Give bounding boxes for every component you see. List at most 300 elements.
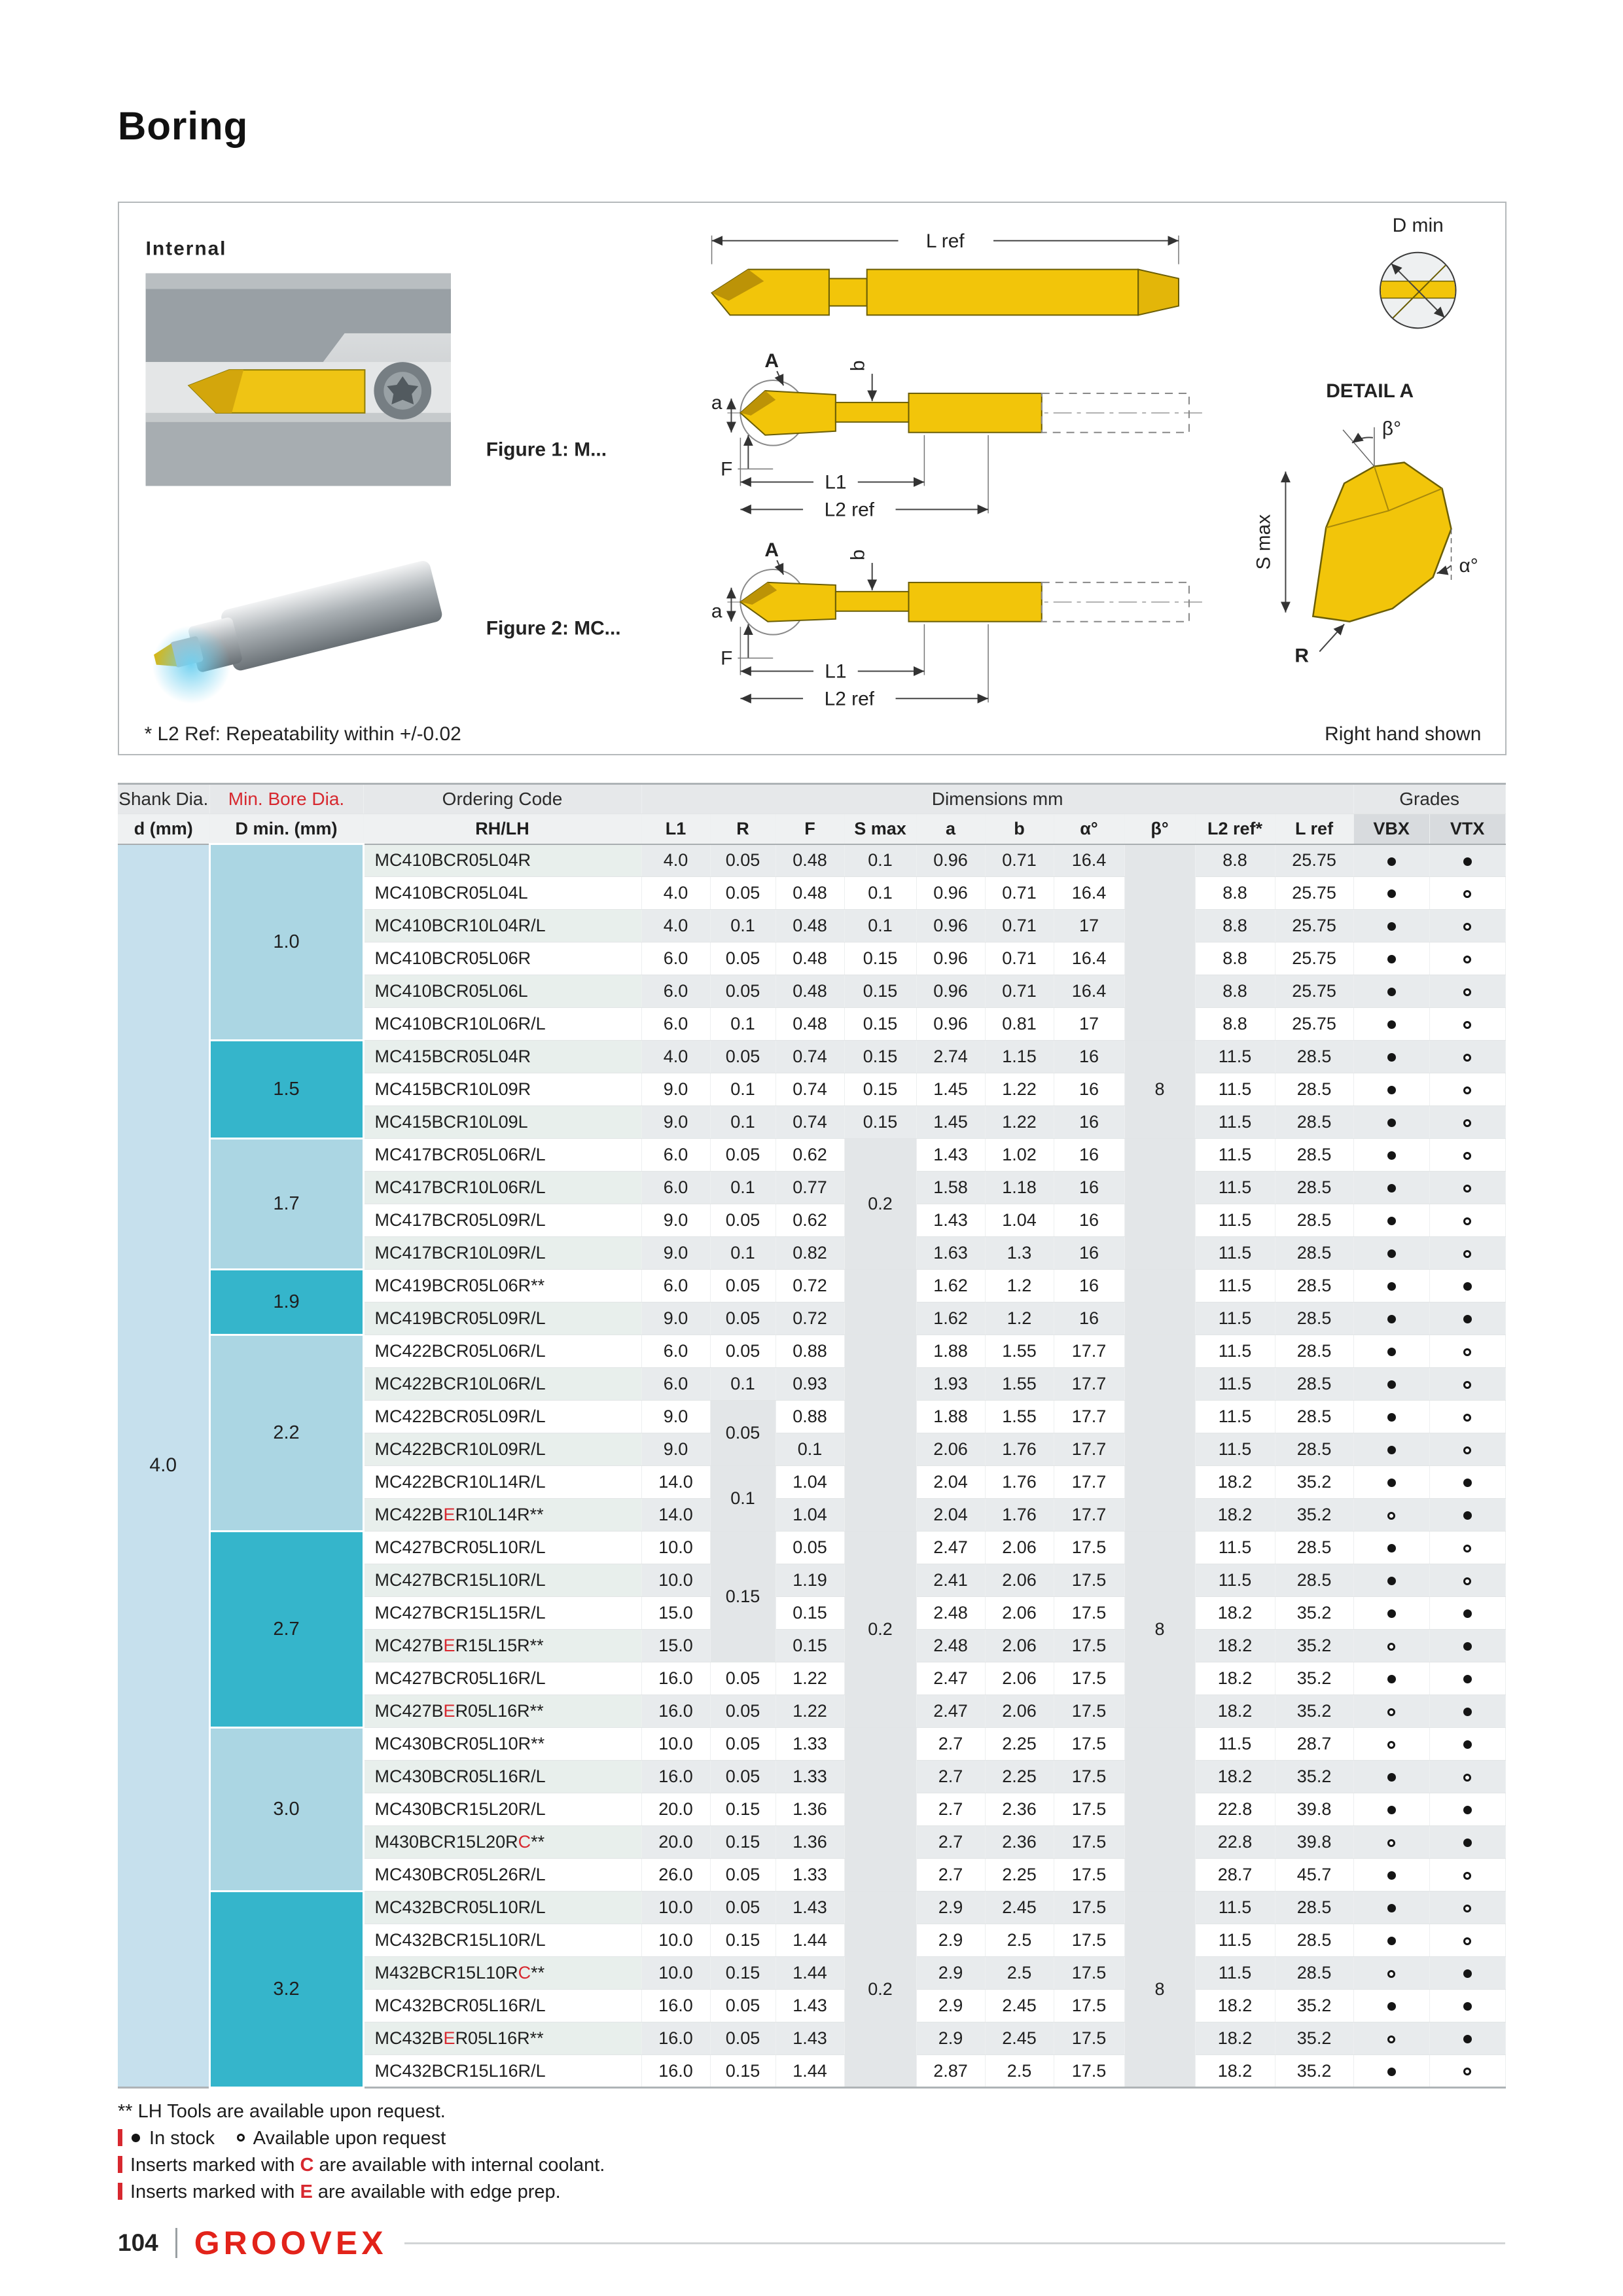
- ordering-code-cell: [363, 1008, 641, 1041]
- in-stock-dot: [1463, 857, 1472, 866]
- ordering-code-cell: [363, 877, 641, 910]
- b-cell: 0.71: [985, 975, 1054, 1008]
- a-cell: 2.9: [916, 1892, 985, 1924]
- l2ref-cell: 8.8: [1195, 844, 1275, 877]
- a-cell: 0.96: [916, 1008, 985, 1041]
- vtx-cell: [1429, 1433, 1505, 1466]
- l2ref-cell: 18.2: [1195, 1499, 1275, 1532]
- vbx-cell: [1353, 1172, 1429, 1204]
- l1-cell: 10.0: [641, 1564, 710, 1597]
- ordering-code-cell: [363, 2022, 641, 2055]
- vbx-cell: [1353, 844, 1429, 877]
- b-cell: 2.45: [985, 2022, 1054, 2055]
- code-text: MC432B: [374, 2028, 444, 2048]
- f-cell: 0.48: [776, 942, 844, 975]
- l1-cell: 6.0: [641, 1172, 710, 1204]
- header-row-main: [118, 784, 1505, 814]
- on-request-dot: [1387, 1512, 1395, 1520]
- ordering-code-cell: [363, 1139, 641, 1172]
- b-cell: 2.06: [985, 1630, 1054, 1662]
- internal-boring-diagram: [119, 203, 1505, 754]
- vtx-cell: [1429, 2055, 1505, 2088]
- code-text: M432BCR15L10R: [374, 1963, 518, 1982]
- header-ordering-code: Ordering Code: [363, 784, 641, 814]
- in-stock-dot: [1463, 1315, 1472, 1323]
- f-cell: 0.72: [776, 1270, 844, 1302]
- note-text: Available upon request: [249, 2128, 446, 2149]
- f-cell: 0.1: [776, 1433, 844, 1466]
- r-cell: 0.05: [710, 2022, 776, 2055]
- in-stock-dot: [1387, 955, 1396, 963]
- legend-open-dot: [237, 2134, 245, 2142]
- l2ref-cell: 18.2: [1195, 1597, 1275, 1630]
- code-text: MC422BCR10L06R/L: [374, 1374, 546, 1393]
- on-request-dot: [1387, 1741, 1395, 1749]
- code-text: MC422BCR05L06R/L: [374, 1341, 546, 1361]
- vbx-cell: [1353, 1401, 1429, 1433]
- l2ref-cell: 11.5: [1195, 1892, 1275, 1924]
- beta-cell-merged: [1124, 844, 1195, 1041]
- alpha-cell: 16.4: [1054, 942, 1124, 975]
- table-row: [118, 1041, 1505, 1073]
- in-stock-dot: [1463, 1969, 1472, 1978]
- f-cell: 1.44: [776, 1924, 844, 1957]
- alpha-cell: 17.5: [1054, 1924, 1124, 1957]
- table-row: [118, 844, 1505, 877]
- l2ref-cell: 8.8: [1195, 975, 1275, 1008]
- note-marker-bar: [118, 2129, 122, 2146]
- vbx-cell: [1353, 1368, 1429, 1401]
- f-cell: 0.48: [776, 975, 844, 1008]
- vtx-cell: [1429, 1041, 1505, 1073]
- ordering-code-cell: [363, 1695, 641, 1728]
- lref-cell: 25.75: [1275, 877, 1353, 910]
- f-cell: 0.74: [776, 1041, 844, 1073]
- vbx-cell: [1353, 1793, 1429, 1826]
- legend-filled-dot: [132, 2134, 140, 2142]
- note-marker-bar: [118, 2156, 122, 2173]
- f-cell: 0.74: [776, 1073, 844, 1106]
- ordering-code-cell: [363, 1924, 641, 1957]
- code-red-char: E: [443, 1505, 455, 1524]
- f-cell: 1.43: [776, 1892, 844, 1924]
- in-stock-dot: [1387, 1904, 1396, 1912]
- l1-cell: 6.0: [641, 942, 710, 975]
- ordering-code-cell: [363, 1302, 641, 1335]
- lref-cell: 35.2: [1275, 1630, 1353, 1662]
- ordering-code-cell: [363, 1564, 641, 1597]
- header-dim-: α°: [1054, 814, 1124, 844]
- b-cell: 0.71: [985, 877, 1054, 910]
- b-cell: 2.06: [985, 1532, 1054, 1564]
- alpha-cell: 16.4: [1054, 844, 1124, 877]
- beta-cell-merged: 8: [1124, 1041, 1195, 1139]
- figure2-drawing: [711, 539, 1204, 709]
- alpha-cell: 17.5: [1054, 1957, 1124, 1990]
- f-cell: 1.33: [776, 1859, 844, 1892]
- header-dim-b: b: [985, 814, 1054, 844]
- vtx-cell: [1429, 1597, 1505, 1630]
- code-text: MC415BCR10L09R: [374, 1079, 531, 1099]
- vbx-cell: [1353, 1532, 1429, 1564]
- on-request-dot: [1463, 1348, 1471, 1356]
- on-request-dot: [1463, 1119, 1471, 1127]
- l2ref-dim-label: L2 ref: [824, 688, 875, 710]
- b-cell: 1.04: [985, 1204, 1054, 1237]
- l1-cell: 10.0: [641, 1924, 710, 1957]
- l2ref-cell: 11.5: [1195, 1237, 1275, 1270]
- smax-cell-merged: [844, 1335, 916, 1532]
- in-stock-dot: [1387, 1348, 1396, 1356]
- header-d-mm: d (mm): [118, 814, 209, 844]
- vbx-cell: [1353, 1041, 1429, 1073]
- l1-cell: 4.0: [641, 910, 710, 942]
- b-cell: 1.55: [985, 1368, 1054, 1401]
- code-text: R15L15R**: [455, 1636, 544, 1655]
- l1-cell: 9.0: [641, 1237, 710, 1270]
- l2ref-cell: 18.2: [1195, 2022, 1275, 2055]
- a-cell: 2.7: [916, 1761, 985, 1793]
- alpha-cell: 17.7: [1054, 1401, 1124, 1433]
- a-cell: 2.9: [916, 1924, 985, 1957]
- b-cell: 1.76: [985, 1433, 1054, 1466]
- code-text: MC415BCR05L04R: [374, 1047, 531, 1066]
- in-stock-dot: [1387, 2068, 1396, 2076]
- lref-cell: 28.5: [1275, 1924, 1353, 1957]
- vbx-cell: [1353, 1433, 1429, 1466]
- r-cell: 0.05: [710, 1335, 776, 1368]
- in-stock-dot: [1387, 1119, 1396, 1127]
- l1-cell: 4.0: [641, 1041, 710, 1073]
- b-cell: 1.2: [985, 1270, 1054, 1302]
- lref-cell: 28.5: [1275, 1401, 1353, 1433]
- ordering-code-cell: [363, 975, 641, 1008]
- b-cell: 0.71: [985, 910, 1054, 942]
- r-cell: 0.05: [710, 1990, 776, 2022]
- ordering-code-cell: [363, 1368, 641, 1401]
- vbx-cell: [1353, 1761, 1429, 1793]
- l1-cell: 9.0: [641, 1204, 710, 1237]
- r-cell: 0.1: [710, 1073, 776, 1106]
- on-request-dot: [1463, 1872, 1471, 1880]
- vbx-cell: [1353, 975, 1429, 1008]
- r-cell: 0.05: [710, 1041, 776, 1073]
- r-cell: 0.05: [710, 1728, 776, 1761]
- in-stock-dot: [1387, 889, 1396, 898]
- vtx-cell: [1429, 1695, 1505, 1728]
- code-text: MC422BCR05L09R/L: [374, 1407, 546, 1426]
- alpha-cell: 16: [1054, 1237, 1124, 1270]
- vtx-cell: [1429, 1008, 1505, 1041]
- a-cell: 1.43: [916, 1204, 985, 1237]
- lref-cell: 28.7: [1275, 1728, 1353, 1761]
- code-text: R05L16R**: [455, 1701, 544, 1721]
- min-bore-cell: 2.7: [209, 1532, 363, 1728]
- l2ref-cell: 18.2: [1195, 1466, 1275, 1499]
- ordering-code-cell: [363, 1957, 641, 1990]
- b-dim-label: b: [847, 360, 869, 372]
- header-min-bore-dia: Min. Bore Dia.: [209, 784, 363, 814]
- b-cell: 0.71: [985, 942, 1054, 975]
- in-stock-dot: [1387, 1479, 1396, 1487]
- header-dim-l1: L1: [641, 814, 710, 844]
- f-cell: 0.05: [776, 1532, 844, 1564]
- smax-cell-merged: [844, 1270, 916, 1335]
- shank-dia-cell: 4.0: [118, 844, 209, 2088]
- a-cell: 1.63: [916, 1237, 985, 1270]
- b-cell: 2.5: [985, 1924, 1054, 1957]
- l2ref-cell: 11.5: [1195, 1532, 1275, 1564]
- alpha-cell: 17.5: [1054, 1662, 1124, 1695]
- min-bore-cell: 1.0: [209, 844, 363, 1041]
- a-cell: 0.96: [916, 975, 985, 1008]
- ordering-code-cell: [363, 1826, 641, 1859]
- vbx-cell: [1353, 1335, 1429, 1368]
- vbx-cell: [1353, 1728, 1429, 1761]
- code-text: MC427BCR15L10R/L: [374, 1570, 546, 1590]
- alpha-cell: 16: [1054, 1139, 1124, 1172]
- table-row: [118, 1270, 1505, 1302]
- l2ref-cell: 8.8: [1195, 942, 1275, 975]
- vtx-cell: [1429, 1335, 1505, 1368]
- l1-cell: 10.0: [641, 1728, 710, 1761]
- code-text: **: [531, 1963, 545, 1982]
- r-cell: 0.15: [710, 2055, 776, 2088]
- code-text: MC422BCR10L14R/L: [374, 1472, 546, 1492]
- lref-cell: 39.8: [1275, 1826, 1353, 1859]
- l2ref-cell: 11.5: [1195, 1433, 1275, 1466]
- header-dim-smax: S max: [844, 814, 916, 844]
- figure1-drawing: [711, 350, 1204, 520]
- r-cell: 0.05: [710, 1270, 776, 1302]
- lref-cell: 28.5: [1275, 1302, 1353, 1335]
- l2-ref-footnote: * L2 Ref: Repeatability within +/-0.02: [144, 723, 461, 745]
- lref-cell: 35.2: [1275, 2055, 1353, 2088]
- code-text: MC432BCR05L10R/L: [374, 1897, 546, 1917]
- vtx-cell: [1429, 1892, 1505, 1924]
- vtx-cell: [1429, 1270, 1505, 1302]
- a-cell: 1.88: [916, 1335, 985, 1368]
- lref-cell: 28.5: [1275, 1368, 1353, 1401]
- vbx-cell: [1353, 877, 1429, 910]
- lref-cell: 35.2: [1275, 1597, 1353, 1630]
- code-text: MC419BCR05L06R**: [374, 1276, 545, 1295]
- vbx-cell: [1353, 1957, 1429, 1990]
- in-stock-dot: [1387, 1806, 1396, 1814]
- footnote-line: [118, 2179, 605, 2206]
- in-stock-dot: [1387, 1315, 1396, 1323]
- r-cell: 0.05: [710, 1139, 776, 1172]
- l2ref-cell: 18.2: [1195, 1695, 1275, 1728]
- alpha-angle-label: α°: [1459, 554, 1478, 577]
- f-cell: 0.82: [776, 1237, 844, 1270]
- r-cell: 0.15: [710, 1793, 776, 1826]
- footer-rule: [404, 2242, 1505, 2244]
- f-cell: 1.04: [776, 1499, 844, 1532]
- on-request-dot: [1463, 1905, 1471, 1912]
- code-text: MC410BCR10L04R/L: [374, 916, 546, 935]
- a-dim-label: a: [711, 391, 722, 414]
- in-stock-dot: [1387, 1053, 1396, 1062]
- l1-cell: 14.0: [641, 1466, 710, 1499]
- l1-cell: 15.0: [641, 1630, 710, 1662]
- on-request-dot: [1387, 1970, 1395, 1978]
- b-cell: 2.45: [985, 1892, 1054, 1924]
- vtx-cell: [1429, 1924, 1505, 1957]
- in-stock-dot: [1463, 1675, 1472, 1683]
- smax-cell: 0.15: [844, 975, 916, 1008]
- code-text: MC430BCR05L16R/L: [374, 1767, 546, 1786]
- l1-cell: 20.0: [641, 1793, 710, 1826]
- r-cell: 0.05: [710, 1892, 776, 1924]
- vtx-cell: [1429, 1073, 1505, 1106]
- lref-cell: 25.75: [1275, 1008, 1353, 1041]
- l2ref-cell: 11.5: [1195, 1302, 1275, 1335]
- smax-cell: 0.1: [844, 877, 916, 910]
- smax-cell-merged: 0.2: [844, 1532, 916, 1728]
- vtx-cell: [1429, 844, 1505, 877]
- a-cell: 2.9: [916, 2022, 985, 2055]
- l2ref-cell: 11.5: [1195, 1728, 1275, 1761]
- l2ref-cell: 11.5: [1195, 1041, 1275, 1073]
- d-min-label: D min: [1392, 214, 1444, 236]
- a-cell: 2.87: [916, 2055, 985, 2088]
- l1-cell: 16.0: [641, 1761, 710, 1793]
- a-cell: 2.9: [916, 1957, 985, 1990]
- a-cell: 1.62: [916, 1302, 985, 1335]
- lref-cell: 25.75: [1275, 910, 1353, 942]
- in-stock-dot: [1387, 1609, 1396, 1618]
- ordering-code-cell: [363, 1237, 641, 1270]
- f-cell: 0.48: [776, 910, 844, 942]
- vbx-cell: [1353, 1892, 1429, 1924]
- code-red-char: E: [443, 2028, 455, 2048]
- r-label: R: [1294, 645, 1309, 667]
- r-cell: 0.05: [710, 1662, 776, 1695]
- alpha-cell: 17.5: [1054, 2022, 1124, 2055]
- a-cell: 2.7: [916, 1728, 985, 1761]
- in-stock-dot: [1463, 1806, 1472, 1814]
- b-cell: 2.06: [985, 1662, 1054, 1695]
- on-request-dot: [1463, 1937, 1471, 1945]
- on-request-dot: [1463, 1545, 1471, 1552]
- vtx-cell: [1429, 1368, 1505, 1401]
- vbx-cell: [1353, 1237, 1429, 1270]
- alpha-cell: 17.5: [1054, 1793, 1124, 1826]
- lref-cell: 35.2: [1275, 1662, 1353, 1695]
- tool-side-view: [712, 230, 1179, 315]
- vbx-cell: [1353, 1139, 1429, 1172]
- f-cell: 1.04: [776, 1466, 844, 1499]
- code-text: MC427B: [374, 1636, 444, 1655]
- l2ref-dim-label: L2 ref: [824, 499, 875, 521]
- lref-cell: 28.5: [1275, 1237, 1353, 1270]
- on-request-dot: [1387, 1708, 1395, 1716]
- beta-angle-label: β°: [1382, 418, 1402, 440]
- ordering-code-cell: [363, 1041, 641, 1073]
- f-dim-label: F: [721, 458, 733, 480]
- vbx-cell: [1353, 1270, 1429, 1302]
- in-stock-dot: [1387, 922, 1396, 931]
- beta-cell-merged: 8: [1124, 1532, 1195, 1728]
- l2ref-cell: 11.5: [1195, 1335, 1275, 1368]
- r-cell: 0.1: [710, 1466, 776, 1532]
- a-cell: 2.7: [916, 1793, 985, 1826]
- detail-marker-a: A: [764, 350, 779, 372]
- vbx-cell: [1353, 1106, 1429, 1139]
- smax-cell: 0.15: [844, 1041, 916, 1073]
- min-bore-cell: 1.5: [209, 1041, 363, 1139]
- ordering-code-cell: [363, 1859, 641, 1892]
- vbx-cell: [1353, 1990, 1429, 2022]
- l1-cell: 9.0: [641, 1302, 710, 1335]
- ordering-code-cell: [363, 1662, 641, 1695]
- header-shank-dia: Shank Dia.: [118, 784, 209, 814]
- smax-cell: 0.1: [844, 910, 916, 942]
- b-cell: 1.22: [985, 1073, 1054, 1106]
- on-request-dot: [1463, 1250, 1471, 1258]
- lref-cell: 35.2: [1275, 1695, 1353, 1728]
- min-bore-cell: 1.7: [209, 1139, 363, 1270]
- l2ref-cell: 18.2: [1195, 1662, 1275, 1695]
- b-cell: 2.36: [985, 1793, 1054, 1826]
- vtx-cell: [1429, 1139, 1505, 1172]
- footnote-line: [118, 2125, 605, 2152]
- vbx-cell: [1353, 1466, 1429, 1499]
- l1-cell: 20.0: [641, 1826, 710, 1859]
- in-stock-dot: [1387, 1184, 1396, 1193]
- l1-cell: 6.0: [641, 1008, 710, 1041]
- a-cell: 2.04: [916, 1499, 985, 1532]
- header-vtx: VTX: [1429, 814, 1505, 844]
- min-bore-cell: 3.0: [209, 1728, 363, 1892]
- code-text: MC410BCR05L04L: [374, 883, 528, 903]
- vbx-cell: [1353, 1826, 1429, 1859]
- in-stock-dot: [1387, 1217, 1396, 1225]
- l2ref-cell: 18.2: [1195, 1761, 1275, 1793]
- header-rhlh: RH/LH: [363, 814, 641, 844]
- code-text: R10L14R**: [455, 1505, 544, 1524]
- a-cell: 1.88: [916, 1401, 985, 1433]
- l1-cell: 9.0: [641, 1106, 710, 1139]
- in-stock-dot: [1387, 1249, 1396, 1258]
- detail-a-label: DETAIL A: [1326, 380, 1414, 402]
- lref-cell: 28.5: [1275, 1204, 1353, 1237]
- a-cell: 0.96: [916, 877, 985, 910]
- ordering-code-cell: [363, 844, 641, 877]
- footnote-line: [118, 2098, 605, 2125]
- code-text: MC422BCR10L09R/L: [374, 1439, 546, 1459]
- a-cell: 2.7: [916, 1826, 985, 1859]
- r-cell: 0.05: [710, 1204, 776, 1237]
- a-cell: 2.48: [916, 1597, 985, 1630]
- alpha-cell: 17.5: [1054, 1728, 1124, 1761]
- smax-cell: 0.15: [844, 1106, 916, 1139]
- table-row: [118, 1139, 1505, 1172]
- code-text: MC422B: [374, 1505, 444, 1524]
- f-cell: 0.88: [776, 1401, 844, 1433]
- table-row: [118, 1728, 1505, 1761]
- right-hand-note: Right hand shown: [1325, 723, 1482, 745]
- a-cell: 1.45: [916, 1073, 985, 1106]
- ordering-code-cell: [363, 2055, 641, 2088]
- b-cell: 2.25: [985, 1859, 1054, 1892]
- in-stock-dot: [1387, 1675, 1396, 1683]
- code-text: MC430BCR15L20R/L: [374, 1799, 546, 1819]
- ordering-code-cell: [363, 1270, 641, 1302]
- on-request-dot: [1463, 1217, 1471, 1225]
- b-cell: 2.5: [985, 1957, 1054, 1990]
